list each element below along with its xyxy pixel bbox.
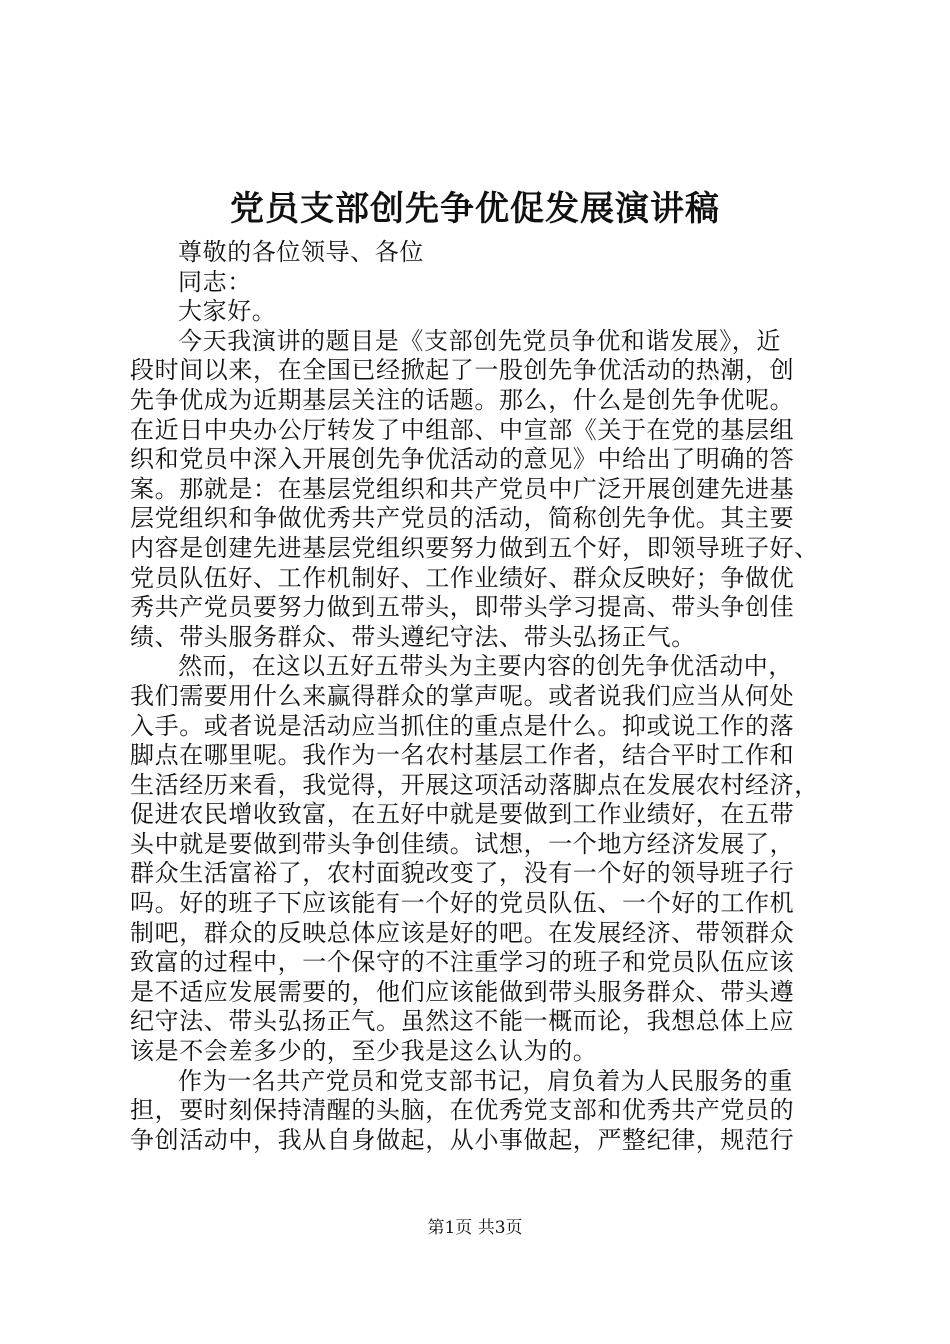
text-line: 群众生活富裕了，农村面貌改变了，没有一个好的领导班子行 (130, 859, 795, 888)
text-line: 促进农民增收致富，在五好中就是要做到工作业绩好，在五带 (130, 800, 795, 829)
page-footer: 第1页 共3页 (427, 1218, 523, 1238)
document-body (130, 238, 835, 1155)
text-line: 层党组织和争做优秀共产党员的活动，简称创先争优。其主要 (130, 504, 795, 533)
text-line: 制吧，群众的反映总体应该是好的吧。在发展经济、带领群众 (130, 918, 795, 947)
text-line: 段时间以来，在全国已经掀起了一股创先争优活动的热潮，创 (130, 356, 795, 385)
text-line: 今天我演讲的题目是《支部创先党员争优和谐发展》，近 (178, 326, 781, 355)
text-line: 尊敬的各位领导、各位 (178, 238, 424, 266)
text-line: 致富的过程中，一个保守的不注重学习的班子和党员队伍应该 (130, 948, 795, 977)
text-line: 大家好。 (178, 297, 277, 326)
text-line: 入手。或者说是活动应当抓住的重点是什么。抑或说工作的落 (130, 711, 795, 740)
text-line: 作为一名共产党员和党支部书记，肩负着为人民服务的重 (178, 1066, 793, 1095)
text-line: 秀共产党员要努力做到五带头，即带头学习提高、带头争创佳 (130, 593, 795, 622)
text-line: 生活经历来看，我觉得，开展这项活动落脚点在发展农村经济， (130, 770, 819, 799)
text-line: 脚点在哪里呢。我作为一名农村基层工作者，结合平时工作和 (130, 741, 795, 770)
text-line: 担，要时刻保持清醒的头脑，在优秀党支部和优秀共产党员的 (130, 1096, 795, 1125)
text-line: 案。那就是：在基层党组织和共产党员中广泛开展创建先进基 (130, 474, 795, 503)
text-line: 同志： (178, 267, 252, 296)
text-line: 吗。好的班子下应该能有一个好的党员队伍、一个好的工作机 (130, 889, 795, 918)
text-line: 织和党员中深入开展创先争优活动的意见》中给出了明确的答 (130, 445, 795, 474)
text-line: 纪守法、带头弘扬正气。虽然这不能一概而论，我想总体上应 (130, 1007, 795, 1036)
text-line: 是不适应发展需要的，他们应该能做到带头服务群众、带头遵 (130, 977, 795, 1006)
text-line: 头中就是要做到带头争创佳绩。试想，一个地方经济发展了， (130, 829, 795, 858)
text-line: 党员队伍好、工作机制好、工作业绩好、群众反映好；争做优 (130, 563, 795, 592)
text-line: 我们需要用什么来赢得群众的掌声呢。或者说我们应当从何处 (130, 681, 795, 710)
text-line: 然而，在这以五好五带头为主要内容的创先争优活动中， (178, 652, 793, 681)
text-line: 争创活动中，我从自身做起，从小事做起，严整纪律，规范行 (130, 1125, 795, 1154)
text-line: 在近日中央办公厅转发了中组部、中宣部《关于在党的基层组 (130, 415, 795, 444)
text-line: 内容是创建先进基层党组织要努力做到五个好，即领导班子好、 (130, 533, 819, 562)
text-line: 先争优成为近期基层关注的话题。那么，什么是创先争优呢。 (130, 385, 795, 414)
text-line: 该是不会差多少的，至少我是这么认为的。 (130, 1037, 598, 1066)
text-line: 绩、带头服务群众、带头遵纪守法、带头弘扬正气。 (130, 622, 696, 651)
document-title: 党员支部创先争优促发展演讲稿 (230, 189, 720, 229)
